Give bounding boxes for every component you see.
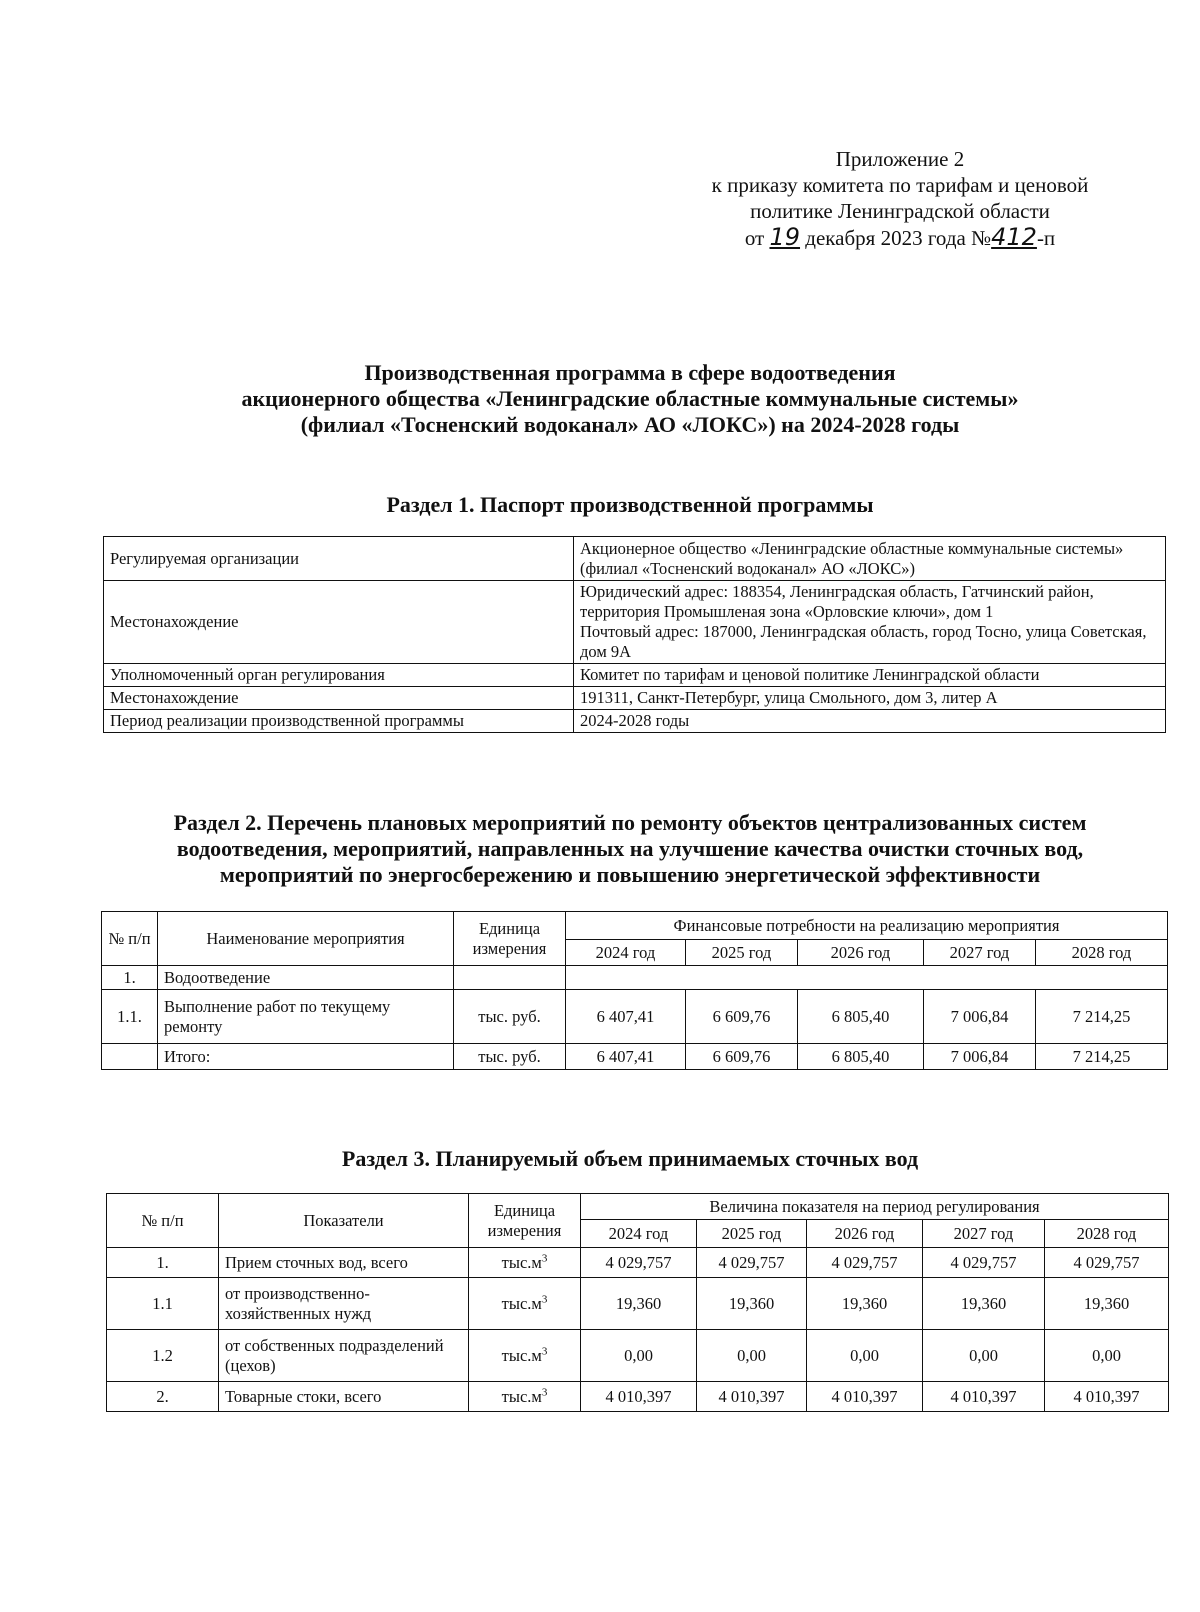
title-line-1: Производственная программа в сфере водоотведения (364, 360, 896, 385)
wastewater-volume-table (106, 1193, 1169, 1412)
repair-measures-table (101, 911, 1168, 1070)
row-unit (454, 966, 566, 990)
unit-text: тыс.м (501, 1386, 542, 1406)
section2-heading-line-1: Раздел 2. Перечень плановых мероприятий по ремонту объектов централизованных систем (173, 810, 1087, 835)
header-year: 2026 год (798, 940, 924, 966)
passport-label: Регулируемая организации (104, 537, 574, 581)
passport-label: Период реализации производственной программы (104, 710, 574, 733)
row-value: 4 029,757 (697, 1248, 807, 1278)
row-value: 7 214,25 (1036, 990, 1168, 1044)
passport-value: 2024-2028 годы (574, 710, 1166, 733)
appendix-line-3: политике Ленинградской области (750, 199, 1050, 223)
row-value: 6 407,41 (566, 990, 686, 1044)
order-middle: декабря 2023 года № (805, 226, 992, 250)
header-year: 2026 год (807, 1220, 923, 1248)
postal-address: Почтовый адрес: 187000, Ленинградская область, город Тосно, улица Советская, дом 9А (580, 622, 1147, 661)
row-value: 4 010,397 (697, 1382, 807, 1412)
unit-text: тыс.м (501, 1252, 542, 1272)
order-day-handwritten: 19 (769, 223, 801, 251)
row-value: 7 006,84 (924, 1044, 1036, 1070)
header-year: 2028 год (1045, 1220, 1169, 1248)
row-num: 2. (107, 1382, 219, 1412)
order-suffix: -п (1036, 226, 1056, 250)
table-row (104, 664, 1166, 687)
row-value: 0,00 (1045, 1330, 1169, 1382)
row-value: 6 609,76 (686, 990, 798, 1044)
row-unit (469, 1330, 581, 1382)
header-name: Наименование мероприятия (158, 912, 454, 966)
passport-label: Местонахождение (104, 687, 574, 710)
row-value: 6 407,41 (566, 1044, 686, 1070)
row-value: 4 010,397 (1045, 1382, 1169, 1412)
table-row (102, 990, 1168, 1044)
row-value: 19,360 (923, 1278, 1045, 1330)
row-name: Водоотведение (158, 966, 454, 990)
row-name: Прием сточных вод, всего (219, 1248, 469, 1278)
row-value: 0,00 (697, 1330, 807, 1382)
row-num: 1. (102, 966, 158, 990)
row-values-empty (566, 966, 1168, 990)
unit-sup: 3 (541, 1386, 548, 1398)
unit-text: тыс.м (501, 1345, 542, 1365)
row-value: 7 006,84 (924, 990, 1036, 1044)
unit-text: тыс.м (501, 1293, 542, 1313)
header-year: 2027 год (924, 940, 1036, 966)
header-year: 2028 год (1036, 940, 1168, 966)
row-name: Итого: (158, 1044, 454, 1070)
legal-address: Юридический адрес: 188354, Ленинградская область, Гатчинский район, территория Промышленая зона «Орловские ключи», дом 1 (580, 582, 1094, 621)
appendix-line-2: к приказу комитета по тарифам и ценовой (711, 173, 1089, 197)
document-title (0, 360, 1200, 438)
table-row (104, 581, 1166, 664)
header-value-group: Величина показателя на период регулирования (581, 1194, 1169, 1220)
passport-table (103, 536, 1166, 733)
table-row (107, 1382, 1169, 1412)
header-name: Показатели (219, 1194, 469, 1248)
row-num: 1.1. (102, 990, 158, 1044)
row-value: 0,00 (581, 1330, 697, 1382)
title-line-2: акционерного общества «Ленинградские областные коммунальные системы» (241, 386, 1019, 411)
row-value: 4 010,397 (923, 1382, 1045, 1412)
header-num: № п/п (102, 912, 158, 966)
row-unit (469, 1248, 581, 1278)
section2-heading-line-2: водоотведения, мероприятий, направленных на улучшение качества очистки сточных вод, (176, 836, 1084, 861)
table-row (104, 537, 1166, 581)
unit-sup: 3 (541, 1252, 548, 1264)
row-value: 19,360 (697, 1278, 807, 1330)
table-row (102, 1044, 1168, 1070)
row-value: 4 010,397 (581, 1382, 697, 1412)
row-unit: тыс. руб. (454, 1044, 566, 1070)
row-name: Товарные стоки, всего (219, 1382, 469, 1412)
row-value: 19,360 (1045, 1278, 1169, 1330)
header-year: 2027 год (923, 1220, 1045, 1248)
passport-value (574, 581, 1166, 664)
appendix-order-line (660, 224, 1140, 251)
header-num: № п/п (107, 1194, 219, 1248)
unit-sup: 3 (541, 1345, 548, 1357)
table-row (104, 710, 1166, 733)
row-value: 4 029,757 (807, 1248, 923, 1278)
unit-sup: 3 (541, 1293, 548, 1305)
appendix-block (660, 146, 1140, 251)
appendix-line-1: Приложение 2 (835, 147, 965, 171)
row-value: 19,360 (581, 1278, 697, 1330)
order-number-handwritten: 412 (991, 223, 1037, 251)
header-year: 2024 год (566, 940, 686, 966)
passport-label: Уполномоченный орган регулирования (104, 664, 574, 687)
passport-value: Акционерное общество «Ленинградские областные коммунальные системы» (филиал «Тосненский водоканал» АО «ЛОКС») (574, 537, 1166, 581)
passport-value: 191311, Санкт-Петербург, улица Смольного, дом 3, литер А (574, 687, 1166, 710)
row-value: 4 029,757 (923, 1248, 1045, 1278)
row-unit: тыс. руб. (454, 990, 566, 1044)
row-num (102, 1044, 158, 1070)
row-num: 1. (107, 1248, 219, 1278)
header-year: 2024 год (581, 1220, 697, 1248)
row-value: 0,00 (807, 1330, 923, 1382)
row-name: от собственных подразделений (цехов) (219, 1330, 469, 1382)
header-year: 2025 год (697, 1220, 807, 1248)
title-line-3: (филиал «Тосненский водоканал» АО «ЛОКС») на 2024-2028 годы (300, 412, 960, 437)
table-row (107, 1248, 1169, 1278)
section2-heading-line-3: мероприятий по энергосбережению и повышению энергетической эффективности (219, 862, 1041, 887)
header-unit: Единица измерения (454, 912, 566, 966)
row-value: 6 609,76 (686, 1044, 798, 1070)
row-unit (469, 1278, 581, 1330)
table-row (104, 687, 1166, 710)
row-num: 1.2 (107, 1330, 219, 1382)
row-value: 7 214,25 (1036, 1044, 1168, 1070)
table-row (107, 1330, 1169, 1382)
table-row (107, 1278, 1169, 1330)
row-value: 4 010,397 (807, 1382, 923, 1412)
passport-value: Комитет по тарифам и ценовой политике Ленинградской области (574, 664, 1166, 687)
row-value: 4 029,757 (1045, 1248, 1169, 1278)
table-row (102, 966, 1168, 990)
header-finance-group: Финансовые потребности на реализацию мероприятия (566, 912, 1168, 940)
row-num: 1.1 (107, 1278, 219, 1330)
row-value: 4 029,757 (581, 1248, 697, 1278)
header-year: 2025 год (686, 940, 798, 966)
section3-heading: Раздел 3. Планируемый объем принимаемых сточных вод (341, 1146, 919, 1171)
section1-heading: Раздел 1. Паспорт производственной программы (386, 492, 874, 517)
row-name: от производственно-хозяйственных нужд (219, 1278, 469, 1330)
row-value: 6 805,40 (798, 990, 924, 1044)
section2-heading (0, 810, 1200, 888)
row-value: 0,00 (923, 1330, 1045, 1382)
row-value: 6 805,40 (798, 1044, 924, 1070)
passport-label: Местонахождение (104, 581, 574, 664)
row-unit (469, 1382, 581, 1412)
row-name: Выполнение работ по текущему ремонту (158, 990, 454, 1044)
row-value: 19,360 (807, 1278, 923, 1330)
header-unit: Единица измерения (469, 1194, 581, 1248)
order-prefix: от (744, 226, 765, 250)
